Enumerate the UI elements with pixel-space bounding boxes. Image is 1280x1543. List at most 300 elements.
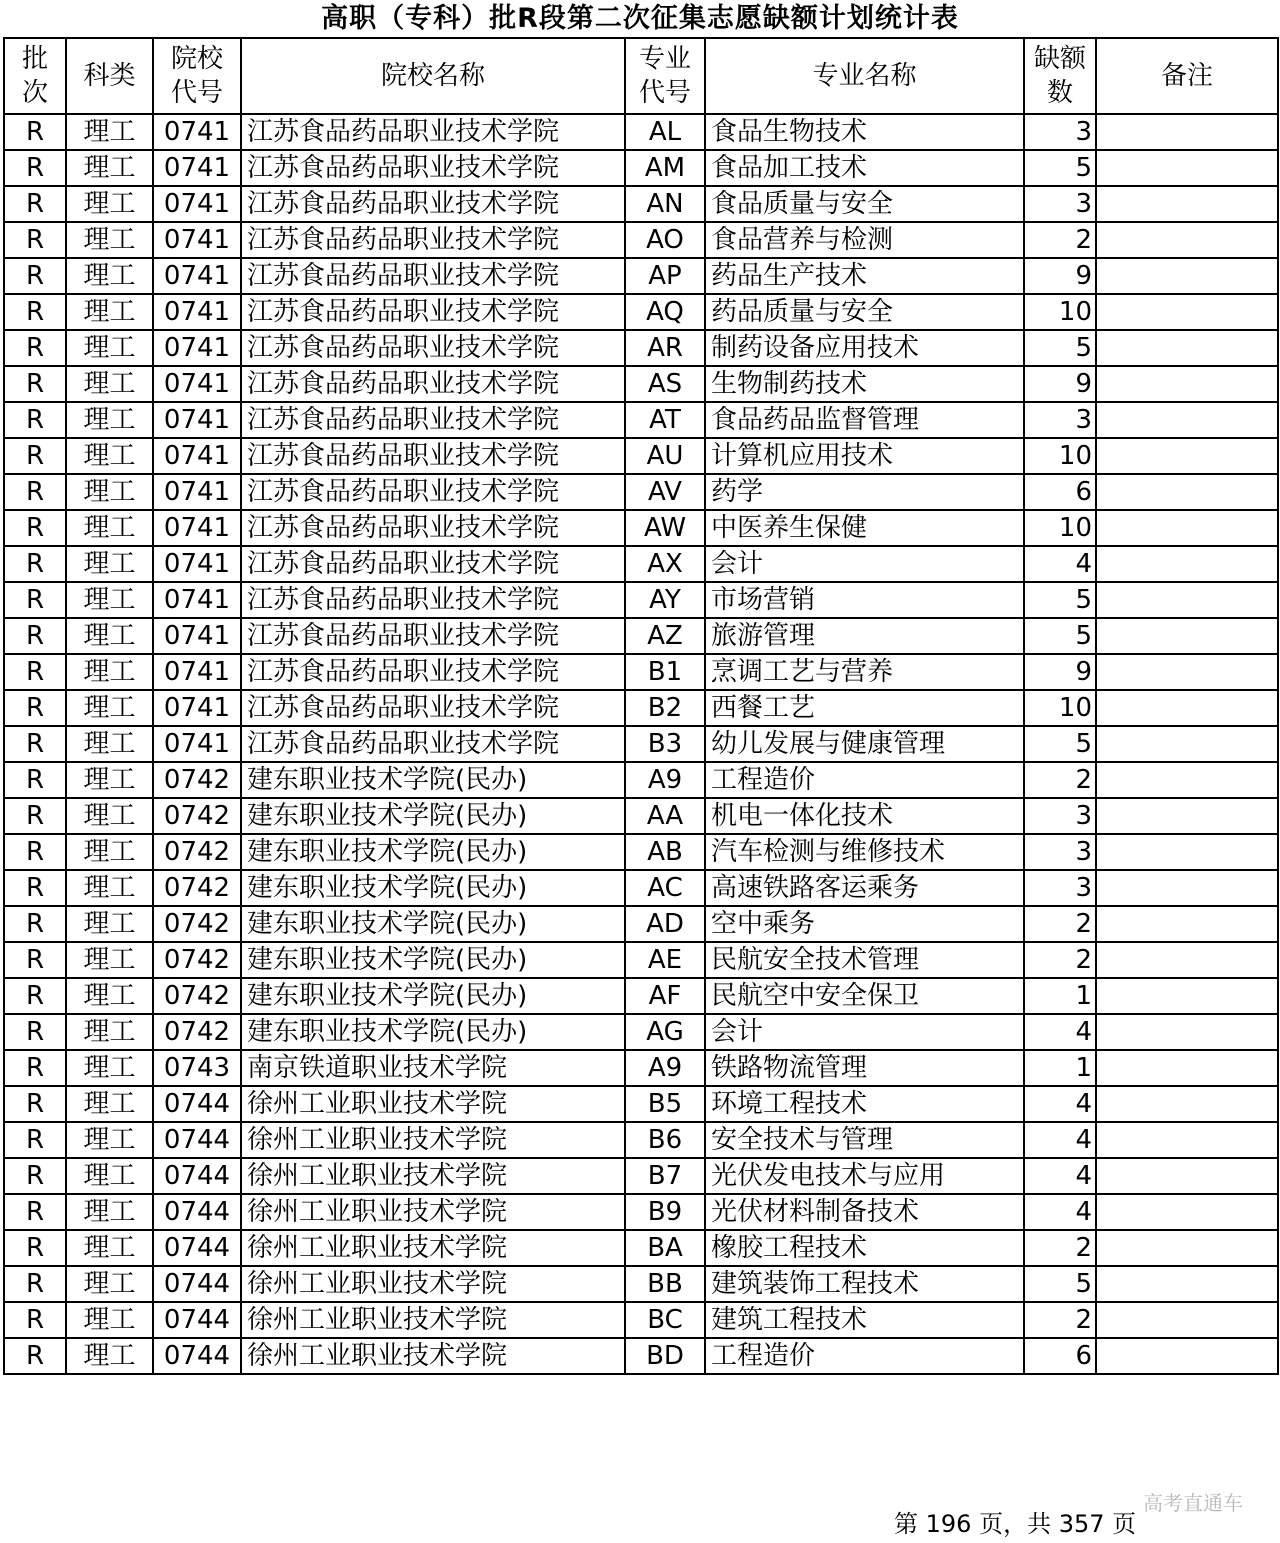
cell-major-code: AX (625, 546, 705, 582)
cell-batch: R (4, 114, 66, 150)
cell-major-code: AY (625, 582, 705, 618)
cell-vacancy: 9 (1024, 654, 1096, 690)
cell-category: 理工 (66, 1158, 153, 1194)
table-row (4, 1338, 1278, 1374)
cell-batch: R (4, 618, 66, 654)
table-header-row (4, 38, 1278, 114)
cell-school-code: 0744 (153, 1194, 241, 1230)
cell-school-code: 0744 (153, 1338, 241, 1374)
cell-category: 理工 (66, 1086, 153, 1122)
cell-remark (1096, 150, 1278, 186)
cell-major-code: AW (625, 510, 705, 546)
cell-major-code: B7 (625, 1158, 705, 1194)
cell-major-name: 市场营销 (705, 582, 1024, 618)
cell-school-code: 0741 (153, 366, 241, 402)
cell-remark (1096, 1338, 1278, 1374)
cell-school-name: 江苏食品药品职业技术学院 (241, 474, 625, 510)
cell-school-name: 建东职业技术学院(民办) (241, 798, 625, 834)
cell-school-name: 江苏食品药品职业技术学院 (241, 582, 625, 618)
cell-remark (1096, 186, 1278, 222)
cell-school-name: 江苏食品药品职业技术学院 (241, 402, 625, 438)
cell-school-name: 江苏食品药品职业技术学院 (241, 186, 625, 222)
cell-batch: R (4, 510, 66, 546)
cell-batch: R (4, 654, 66, 690)
cell-major-name: 工程造价 (705, 1338, 1024, 1374)
cell-major-name: 民航空中安全保卫 (705, 978, 1024, 1014)
cell-vacancy: 4 (1024, 1122, 1096, 1158)
cell-batch: R (4, 1338, 66, 1374)
cell-school-name: 江苏食品药品职业技术学院 (241, 366, 625, 402)
cell-remark (1096, 402, 1278, 438)
cell-category: 理工 (66, 1302, 153, 1338)
cell-school-code: 0742 (153, 834, 241, 870)
cell-major-name: 铁路物流管理 (705, 1050, 1024, 1086)
table-row (4, 438, 1278, 474)
cell-category: 理工 (66, 942, 153, 978)
cell-vacancy: 4 (1024, 1194, 1096, 1230)
cell-category: 理工 (66, 762, 153, 798)
cell-school-code: 0744 (153, 1086, 241, 1122)
cell-school-name: 江苏食品药品职业技术学院 (241, 294, 625, 330)
cell-major-name: 药品质量与安全 (705, 294, 1024, 330)
cell-vacancy: 3 (1024, 870, 1096, 906)
header-vacancy-text: 缺额数 (1033, 44, 1086, 108)
cell-batch: R (4, 1014, 66, 1050)
cell-school-name: 建东职业技术学院(民办) (241, 906, 625, 942)
header-batch (4, 38, 66, 114)
cell-major-name: 生物制药技术 (705, 366, 1024, 402)
cell-major-code: AZ (625, 618, 705, 654)
cell-vacancy: 5 (1024, 150, 1096, 186)
cell-batch: R (4, 834, 66, 870)
cell-remark (1096, 726, 1278, 762)
cell-vacancy: 6 (1024, 474, 1096, 510)
cell-major-code: AC (625, 870, 705, 906)
table-row (4, 1122, 1278, 1158)
cell-school-code: 0741 (153, 150, 241, 186)
cell-category: 理工 (66, 906, 153, 942)
cell-school-code: 0742 (153, 1014, 241, 1050)
cell-category: 理工 (66, 510, 153, 546)
cell-vacancy: 2 (1024, 222, 1096, 258)
cell-remark (1096, 258, 1278, 294)
cell-major-code: B6 (625, 1122, 705, 1158)
cell-major-code: AF (625, 978, 705, 1014)
cell-vacancy: 10 (1024, 510, 1096, 546)
cell-major-name: 民航安全技术管理 (705, 942, 1024, 978)
cell-school-code: 0741 (153, 690, 241, 726)
cell-batch: R (4, 1230, 66, 1266)
cell-major-name: 建筑工程技术 (705, 1302, 1024, 1338)
cell-major-name: 环境工程技术 (705, 1086, 1024, 1122)
cell-major-code: AB (625, 834, 705, 870)
cell-major-code: AL (625, 114, 705, 150)
cell-batch: R (4, 942, 66, 978)
cell-batch: R (4, 258, 66, 294)
cell-category: 理工 (66, 582, 153, 618)
cell-vacancy: 9 (1024, 258, 1096, 294)
cell-category: 理工 (66, 978, 153, 1014)
cell-remark (1096, 1014, 1278, 1050)
cell-school-code: 0741 (153, 546, 241, 582)
cell-remark (1096, 330, 1278, 366)
cell-major-code: AR (625, 330, 705, 366)
cell-batch: R (4, 474, 66, 510)
cell-category: 理工 (66, 546, 153, 582)
table-row (4, 510, 1278, 546)
cell-vacancy: 2 (1024, 762, 1096, 798)
table-row (4, 870, 1278, 906)
cell-major-code: A9 (625, 1050, 705, 1086)
watermark-text: 高考直通车 (1143, 1491, 1243, 1515)
table-row (4, 1158, 1278, 1194)
cell-school-name: 南京铁道职业技术学院 (241, 1050, 625, 1086)
table-row (4, 1086, 1278, 1122)
cell-vacancy: 2 (1024, 1302, 1096, 1338)
table-row (4, 906, 1278, 942)
cell-major-name: 光伏发电技术与应用 (705, 1158, 1024, 1194)
cell-remark (1096, 1302, 1278, 1338)
cell-school-code: 0742 (153, 762, 241, 798)
cell-major-code: AO (625, 222, 705, 258)
cell-remark (1096, 546, 1278, 582)
cell-category: 理工 (66, 834, 153, 870)
table-row (4, 942, 1278, 978)
cell-school-name: 徐州工业职业技术学院 (241, 1194, 625, 1230)
cell-major-name: 空中乘务 (705, 906, 1024, 942)
cell-major-code: AA (625, 798, 705, 834)
cell-major-name: 橡胶工程技术 (705, 1230, 1024, 1266)
vacancy-table (3, 37, 1279, 1375)
cell-category: 理工 (66, 186, 153, 222)
table-row (4, 1230, 1278, 1266)
cell-school-name: 建东职业技术学院(民办) (241, 1014, 625, 1050)
cell-major-name: 会计 (705, 546, 1024, 582)
cell-vacancy: 3 (1024, 114, 1096, 150)
cell-category: 理工 (66, 1050, 153, 1086)
cell-batch: R (4, 762, 66, 798)
cell-batch: R (4, 150, 66, 186)
cell-major-name: 西餐工艺 (705, 690, 1024, 726)
cell-school-code: 0744 (153, 1230, 241, 1266)
cell-category: 理工 (66, 1194, 153, 1230)
cell-vacancy: 6 (1024, 1338, 1096, 1374)
table-row (4, 582, 1278, 618)
cell-batch: R (4, 1302, 66, 1338)
cell-category: 理工 (66, 726, 153, 762)
cell-major-code: BC (625, 1302, 705, 1338)
cell-school-code: 0741 (153, 330, 241, 366)
cell-school-name: 建东职业技术学院(民办) (241, 978, 625, 1014)
cell-major-name: 建筑装饰工程技术 (705, 1266, 1024, 1302)
cell-vacancy: 10 (1024, 690, 1096, 726)
header-batch-text: 批次 (21, 44, 48, 108)
cell-batch: R (4, 366, 66, 402)
cell-major-name: 药品生产技术 (705, 258, 1024, 294)
cell-school-name: 建东职业技术学院(民办) (241, 870, 625, 906)
cell-batch: R (4, 1050, 66, 1086)
cell-major-code: AU (625, 438, 705, 474)
cell-batch: R (4, 1086, 66, 1122)
table-row (4, 258, 1278, 294)
cell-school-name: 徐州工业职业技术学院 (241, 1122, 625, 1158)
cell-school-name: 建东职业技术学院(民办) (241, 762, 625, 798)
cell-batch: R (4, 294, 66, 330)
cell-school-code: 0741 (153, 582, 241, 618)
cell-remark (1096, 1230, 1278, 1266)
cell-batch: R (4, 582, 66, 618)
cell-school-code: 0741 (153, 618, 241, 654)
cell-school-code: 0741 (153, 474, 241, 510)
cell-vacancy: 4 (1024, 1086, 1096, 1122)
cell-remark (1096, 654, 1278, 690)
cell-category: 理工 (66, 1266, 153, 1302)
cell-batch: R (4, 1158, 66, 1194)
cell-major-name: 药学 (705, 474, 1024, 510)
cell-category: 理工 (66, 150, 153, 186)
cell-vacancy: 3 (1024, 186, 1096, 222)
cell-batch: R (4, 798, 66, 834)
cell-remark (1096, 618, 1278, 654)
cell-school-name: 徐州工业职业技术学院 (241, 1158, 625, 1194)
cell-major-name: 食品营养与检测 (705, 222, 1024, 258)
document-title: 高职（专科）批R段第二次征集志愿缺额计划统计表 (321, 3, 959, 34)
cell-remark (1096, 870, 1278, 906)
cell-vacancy: 4 (1024, 546, 1096, 582)
cell-major-code: B5 (625, 1086, 705, 1122)
cell-category: 理工 (66, 402, 153, 438)
table-row (4, 366, 1278, 402)
cell-school-code: 0744 (153, 1122, 241, 1158)
cell-vacancy: 2 (1024, 906, 1096, 942)
cell-category: 理工 (66, 870, 153, 906)
cell-remark (1096, 222, 1278, 258)
cell-school-name: 江苏食品药品职业技术学院 (241, 654, 625, 690)
cell-school-code: 0741 (153, 438, 241, 474)
cell-category: 理工 (66, 114, 153, 150)
cell-major-code: BB (625, 1266, 705, 1302)
table-row (4, 1050, 1278, 1086)
cell-batch: R (4, 1194, 66, 1230)
cell-batch: R (4, 330, 66, 366)
cell-school-code: 0741 (153, 294, 241, 330)
cell-major-code: B9 (625, 1194, 705, 1230)
table-row (4, 186, 1278, 222)
cell-vacancy: 1 (1024, 978, 1096, 1014)
cell-batch: R (4, 402, 66, 438)
cell-major-code: BD (625, 1338, 705, 1374)
cell-school-name: 江苏食品药品职业技术学院 (241, 222, 625, 258)
table-row (4, 1194, 1278, 1230)
cell-batch: R (4, 690, 66, 726)
cell-school-code: 0742 (153, 906, 241, 942)
cell-major-code: BA (625, 1230, 705, 1266)
header-school-name: 院校名称 (241, 38, 625, 114)
cell-major-code: AV (625, 474, 705, 510)
cell-category: 理工 (66, 618, 153, 654)
cell-major-name: 旅游管理 (705, 618, 1024, 654)
cell-remark (1096, 294, 1278, 330)
cell-school-name: 江苏食品药品职业技术学院 (241, 330, 625, 366)
cell-major-name: 食品药品监督管理 (705, 402, 1024, 438)
cell-school-name: 建东职业技术学院(民办) (241, 942, 625, 978)
cell-major-code: AS (625, 366, 705, 402)
cell-remark (1096, 942, 1278, 978)
cell-school-code: 0741 (153, 114, 241, 150)
cell-school-code: 0744 (153, 1302, 241, 1338)
cell-category: 理工 (66, 438, 153, 474)
header-school-code (153, 38, 241, 114)
header-school-code-text: 院校代号 (170, 44, 223, 108)
header-major-code (625, 38, 705, 114)
table-row (4, 150, 1278, 186)
cell-major-name: 幼儿发展与健康管理 (705, 726, 1024, 762)
cell-category: 理工 (66, 222, 153, 258)
cell-major-code: AN (625, 186, 705, 222)
cell-vacancy: 10 (1024, 294, 1096, 330)
cell-remark (1096, 366, 1278, 402)
cell-vacancy: 5 (1024, 582, 1096, 618)
cell-major-code: AP (625, 258, 705, 294)
cell-school-name: 徐州工业职业技术学院 (241, 1230, 625, 1266)
table-row (4, 762, 1278, 798)
cell-category: 理工 (66, 474, 153, 510)
table-row (4, 834, 1278, 870)
cell-batch: R (4, 1266, 66, 1302)
cell-category: 理工 (66, 798, 153, 834)
cell-batch: R (4, 726, 66, 762)
cell-category: 理工 (66, 690, 153, 726)
cell-remark (1096, 906, 1278, 942)
cell-major-code: AD (625, 906, 705, 942)
cell-category: 理工 (66, 1122, 153, 1158)
cell-remark (1096, 1194, 1278, 1230)
cell-vacancy: 5 (1024, 726, 1096, 762)
cell-school-name: 江苏食品药品职业技术学院 (241, 114, 625, 150)
cell-major-name: 高速铁路客运乘务 (705, 870, 1024, 906)
cell-major-code: A9 (625, 762, 705, 798)
cell-category: 理工 (66, 330, 153, 366)
table-row (4, 402, 1278, 438)
cell-major-name: 会计 (705, 1014, 1024, 1050)
cell-major-name: 安全技术与管理 (705, 1122, 1024, 1158)
cell-batch: R (4, 438, 66, 474)
cell-vacancy: 5 (1024, 618, 1096, 654)
cell-remark (1096, 1050, 1278, 1086)
cell-remark (1096, 438, 1278, 474)
cell-school-name: 徐州工业职业技术学院 (241, 1338, 625, 1374)
cell-batch: R (4, 546, 66, 582)
cell-school-name: 江苏食品药品职业技术学院 (241, 546, 625, 582)
cell-major-name: 烹调工艺与营养 (705, 654, 1024, 690)
cell-remark (1096, 690, 1278, 726)
cell-category: 理工 (66, 258, 153, 294)
header-major-code-text: 专业代号 (638, 44, 691, 108)
cell-remark (1096, 114, 1278, 150)
cell-school-name: 徐州工业职业技术学院 (241, 1302, 625, 1338)
cell-school-name: 江苏食品药品职业技术学院 (241, 150, 625, 186)
cell-remark (1096, 762, 1278, 798)
table-row (4, 726, 1278, 762)
cell-batch: R (4, 978, 66, 1014)
cell-vacancy: 10 (1024, 438, 1096, 474)
table-row (4, 294, 1278, 330)
table-row (4, 1014, 1278, 1050)
cell-school-code: 0744 (153, 1158, 241, 1194)
cell-school-name: 江苏食品药品职业技术学院 (241, 618, 625, 654)
cell-school-code: 0744 (153, 1266, 241, 1302)
cell-major-code: AG (625, 1014, 705, 1050)
cell-vacancy: 2 (1024, 1230, 1096, 1266)
cell-remark (1096, 1086, 1278, 1122)
cell-major-name: 机电一体化技术 (705, 798, 1024, 834)
cell-major-code: AQ (625, 294, 705, 330)
cell-school-name: 江苏食品药品职业技术学院 (241, 726, 625, 762)
cell-major-code: AM (625, 150, 705, 186)
table-row (4, 798, 1278, 834)
cell-major-name: 光伏材料制备技术 (705, 1194, 1024, 1230)
cell-category: 理工 (66, 294, 153, 330)
header-major-name: 专业名称 (705, 38, 1024, 114)
cell-batch: R (4, 1122, 66, 1158)
table-row (4, 654, 1278, 690)
table-row (4, 222, 1278, 258)
table-row (4, 618, 1278, 654)
cell-major-code: AE (625, 942, 705, 978)
cell-school-name: 江苏食品药品职业技术学院 (241, 258, 625, 294)
table-row (4, 1266, 1278, 1302)
cell-school-name: 江苏食品药品职业技术学院 (241, 690, 625, 726)
cell-vacancy: 4 (1024, 1014, 1096, 1050)
cell-major-name: 中医养生保健 (705, 510, 1024, 546)
cell-batch: R (4, 186, 66, 222)
cell-category: 理工 (66, 1338, 153, 1374)
table-row (4, 474, 1278, 510)
cell-major-name: 食品加工技术 (705, 150, 1024, 186)
cell-vacancy: 9 (1024, 366, 1096, 402)
cell-major-name: 计算机应用技术 (705, 438, 1024, 474)
cell-batch: R (4, 222, 66, 258)
page-footer: 第 196 页，共 357 页 (894, 1510, 1137, 1538)
table-row (4, 690, 1278, 726)
cell-remark (1096, 582, 1278, 618)
cell-school-code: 0741 (153, 222, 241, 258)
table-row (4, 1302, 1278, 1338)
cell-category: 理工 (66, 366, 153, 402)
header-category: 科类 (66, 38, 153, 114)
header-remark: 备注 (1096, 38, 1278, 114)
table-row (4, 978, 1278, 1014)
cell-remark (1096, 510, 1278, 546)
cell-school-name: 江苏食品药品职业技术学院 (241, 510, 625, 546)
cell-vacancy: 1 (1024, 1050, 1096, 1086)
cell-remark (1096, 834, 1278, 870)
cell-remark (1096, 1266, 1278, 1302)
cell-batch: R (4, 870, 66, 906)
cell-major-name: 制药设备应用技术 (705, 330, 1024, 366)
cell-school-name: 建东职业技术学院(民办) (241, 834, 625, 870)
cell-school-code: 0742 (153, 978, 241, 1014)
cell-remark (1096, 474, 1278, 510)
cell-school-code: 0741 (153, 510, 241, 546)
cell-batch: R (4, 906, 66, 942)
cell-remark (1096, 978, 1278, 1014)
cell-school-code: 0741 (153, 402, 241, 438)
cell-school-code: 0743 (153, 1050, 241, 1086)
cell-major-name: 汽车检测与维修技术 (705, 834, 1024, 870)
cell-vacancy: 3 (1024, 798, 1096, 834)
cell-school-code: 0741 (153, 726, 241, 762)
